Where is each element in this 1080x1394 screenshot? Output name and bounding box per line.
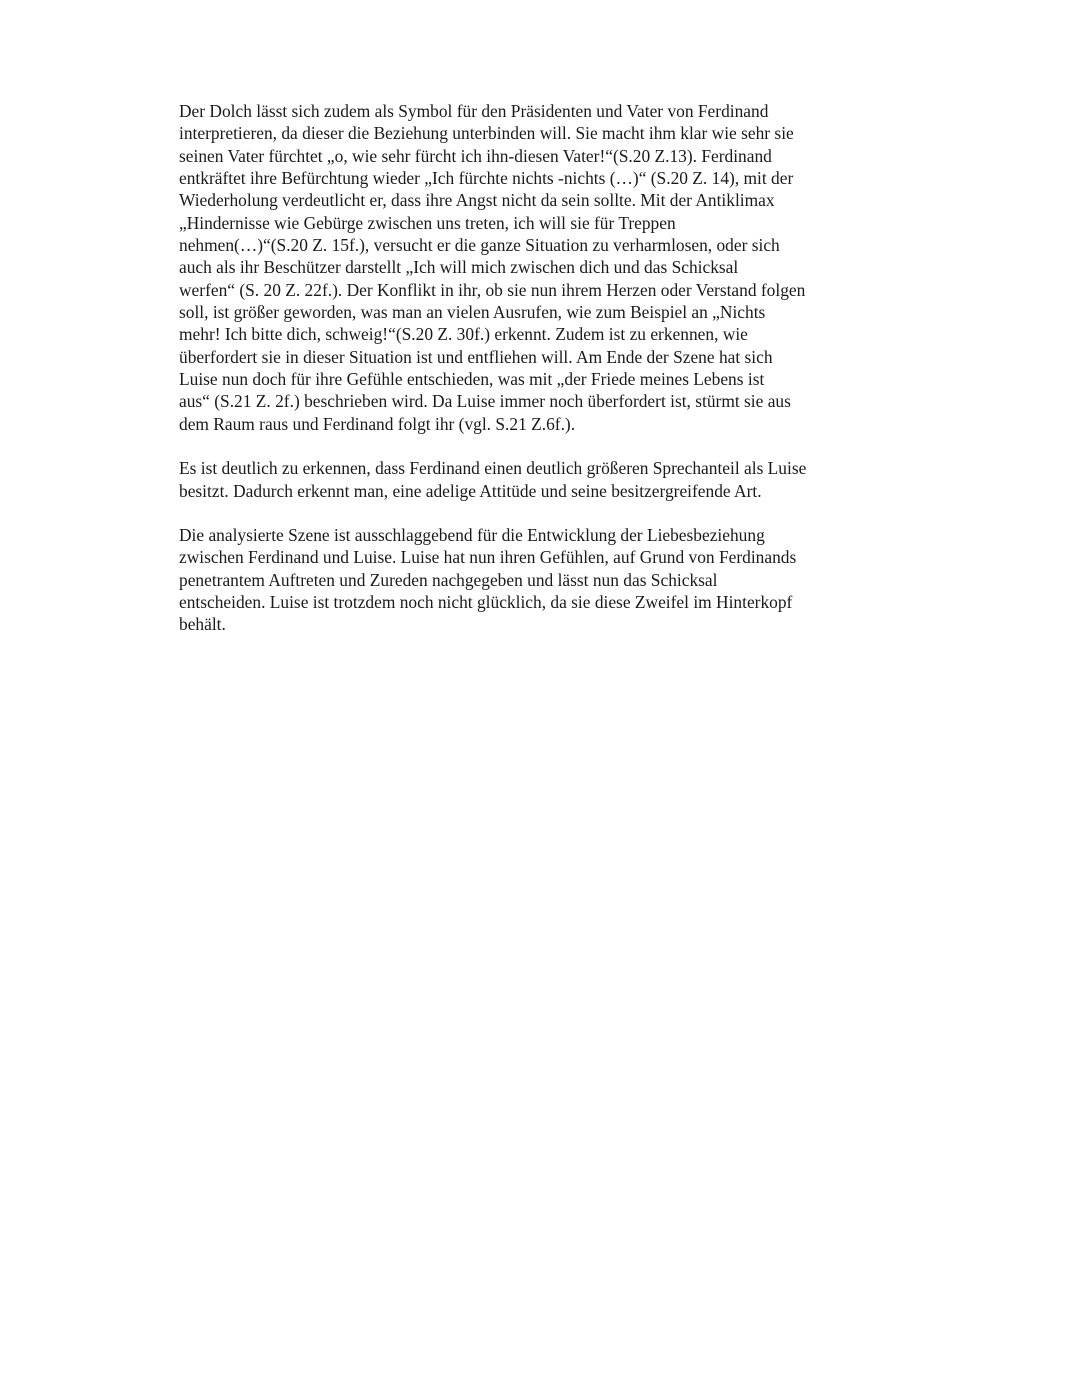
text-line: zwischen Ferdinand und Luise. Luise hat nun ihren Gefühlen, auf Grund von Ferdinands <box>179 547 797 568</box>
text-line: Es ist deutlich zu erkennen, dass Ferdinand einen deutlich größeren Sprechanteil als Luise <box>179 458 807 479</box>
text-line: mehr! Ich bitte dich, schweig!“(S.20 Z. 30f.) erkennt. Zudem ist zu erkennen, wie <box>179 324 748 345</box>
paragraph-analysis <box>179 100 899 435</box>
text-line: entscheiden. Luise ist trotzdem noch nicht glücklich, da sie diese Zweifel im Hinterkopf <box>179 591 793 612</box>
text-line: entkräftet ihre Befürchtung wieder „Ich fürchte nichts -nichts (…)“ (S.20 Z. 14), mit der <box>179 168 794 189</box>
text-line: Die analysierte Szene ist ausschlaggebend für die Entwicklung der Liebesbeziehung <box>179 524 765 545</box>
document-body <box>179 100 899 636</box>
text-line: seinen Vater fürchtet „o, wie sehr fürcht ich ihn-diesen Vater!“(S.20 Z.13). Ferdinand <box>179 145 772 166</box>
text-line: „Hindernisse wie Gebürge zwischen uns treten, ich will sie für Treppen <box>179 212 676 233</box>
paragraph-gap <box>179 435 899 457</box>
text-line: behält. <box>179 614 226 635</box>
text-line: penetrantem Auftreten und Zureden nachgegeben und lässt nun das Schicksal <box>179 569 718 590</box>
paragraph-gap <box>179 502 899 524</box>
paragraph-conclusion <box>179 524 899 636</box>
text-line: Luise nun doch für ihre Gefühle entschieden, was mit „der Friede meines Lebens ist <box>179 369 765 390</box>
text-line: werfen“ (S. 20 Z. 22f.). Der Konflikt in ihr, ob sie nun ihrem Herzen oder Verstand folgen <box>179 279 806 300</box>
text-line: besitzt. Dadurch erkennt man, eine adelige Attitüde und seine besitzergreifende Art. <box>179 480 762 501</box>
paragraph-speech-share <box>179 457 899 502</box>
text-line: Wiederholung verdeutlicht er, dass ihre Angst nicht da sein sollte. Mit der Antiklimax <box>179 190 775 211</box>
text-line: dem Raum raus und Ferdinand folgt ihr (vgl. S.21 Z.6f.). <box>179 413 576 434</box>
text-line: Der Dolch lässt sich zudem als Symbol für den Präsidenten und Vater von Ferdinand <box>179 101 769 121</box>
text-line: interpretieren, da dieser die Beziehung unterbinden will. Sie macht ihm klar wie sehr sie <box>179 123 794 144</box>
text-line: soll, ist größer geworden, was man an vielen Ausrufen, wie zum Beispiel an „Nichts <box>179 302 766 323</box>
text-line: nehmen(…)“(S.20 Z. 15f.), versucht er die ganze Situation zu verharmlosen, oder sich <box>179 235 780 256</box>
text-line: aus“ (S.21 Z. 2f.) beschrieben wird. Da Luise immer noch überfordert ist, stürmt sie aus <box>179 391 791 412</box>
text-line: überfordert sie in dieser Situation ist und entfliehen will. Am Ende der Szene hat sich <box>179 346 773 367</box>
text-line: auch als ihr Beschützer darstellt „Ich will mich zwischen dich und das Schicksal <box>179 257 739 278</box>
